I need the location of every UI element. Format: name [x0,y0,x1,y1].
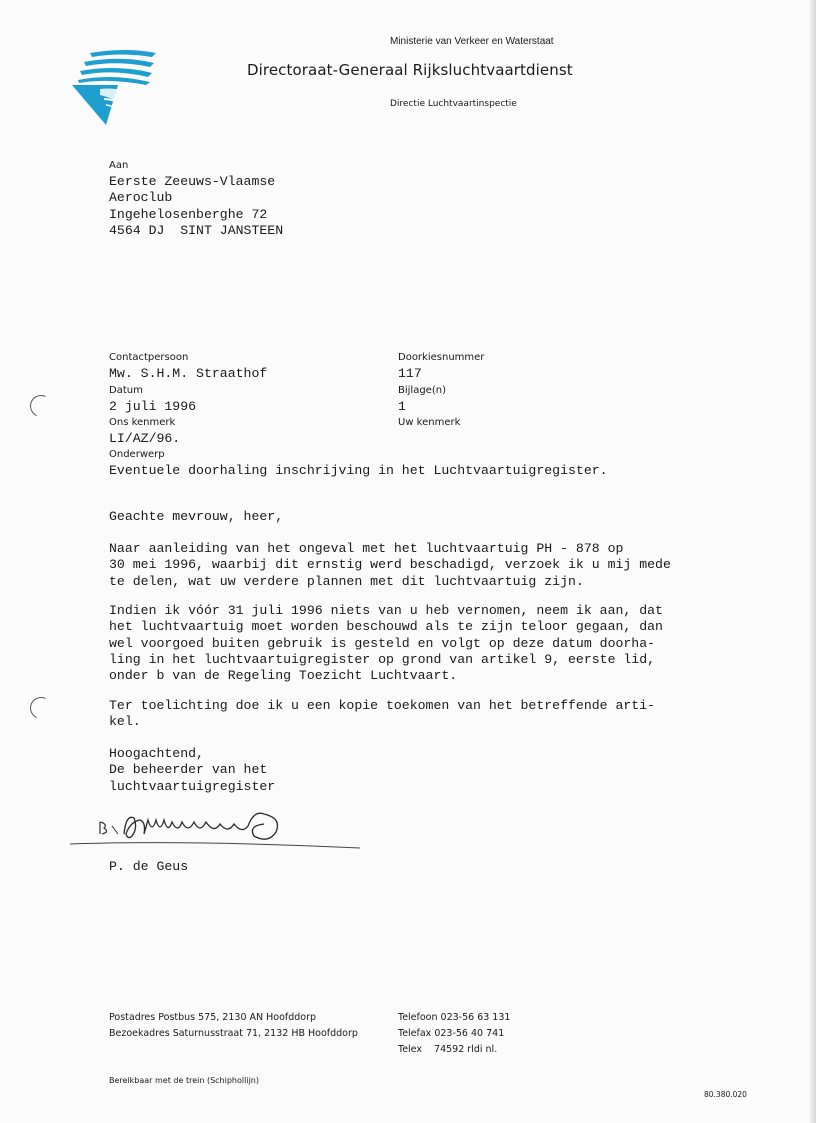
text-line: onder b van de Regeling Toezicht Luchtvaart. [109,668,458,684]
footer-addresses [109,1010,358,1042]
paragraph-2 [109,603,663,684]
text-line: het luchtvaartuig moet worden beschouwd als te zijn teloor gegaan, dan [109,619,663,635]
recipient-line: 4564 DJ SINT JANSTEEN [109,222,284,238]
closing-line: Hoogachtend, [109,746,204,761]
postal-address: Postadres Postbus 575, 2130 AN Hoofddorp [109,1012,317,1023]
text-line: kel. [109,714,141,730]
paper-edge-shadow [810,0,816,1123]
text-line: Naar aanleiding van het ongeval met het luchtvaartuig PH - 878 op [109,541,624,556]
date-value: 2 juli 1996 [109,399,197,414]
punch-hole [27,694,55,722]
extension-label: Doorkiesnummer [398,352,485,363]
footer-contact [398,1010,510,1058]
paragraph-3 [109,698,655,731]
contact-value: Mw. S.H.M. Straathof [109,366,268,381]
attachment-value: 1 [398,399,406,414]
subject-value: Eventuele doorhaling inschrijving in het Luchtvaartuigregister. [109,463,608,478]
text-line: te delen, wat uw verdere plannen met dit luchtvaartuig zijn. [109,573,584,589]
recipient-address [109,174,283,239]
closing [109,746,275,795]
punch-hole [27,392,55,420]
your-ref-label: Uw kenmerk [398,417,461,428]
date-label: Datum [109,385,143,396]
text-line: 30 mei 1996, waarbij dit ernstig werd beschadigd, verzoek ik u mij mede [109,557,671,573]
signatory-name: P. de Geus [109,859,189,874]
our-ref-label: Ons kenmerk [109,417,176,428]
visiting-address: Bezoekadres Saturnusstraat 71, 2132 HB Hoofddorp [109,1028,358,1039]
department-name: Directie Luchtvaartinspectie [390,99,517,109]
subject-label: Onderwerp [109,449,165,460]
recipient-line: Ingehelosenberghe 72 [109,206,268,222]
paragraph-1 [109,541,671,590]
form-number: 80.380.020 [704,1090,747,1099]
text-line: Ter toelichting doe ik u een kopie toekomen van het betreffende arti- [109,698,656,713]
recipient-line: Aeroclub [109,190,173,206]
fax-number: Telefax 023-56 40 741 [398,1028,505,1039]
closing-line: luchtvaartuigregister [109,778,276,794]
contact-label: Contactpersoon [109,352,189,363]
closing-line: De beheerder van het [109,762,268,778]
text-line: ling in het luchtvaartuigregister op grond van artikel 9, eerste lid, [109,651,656,667]
train-note: Bereikbaar met de trein (Schiphollijn) [109,1076,259,1085]
ministry-name: Ministerie van Verkeer en Waterstaat [390,36,554,47]
salutation: Geachte mevrouw, heer, [109,509,284,524]
recipient-label: Aan [109,160,129,171]
extension-value: 117 [398,366,422,381]
recipient-line: Eerste Zeeuws-Vlaamse [109,174,276,189]
our-ref-value: LI/AZ/96. [109,431,181,446]
attachment-label: Bijlage(n) [398,385,446,396]
phone-number: Telefoon 023-56 63 131 [398,1012,511,1023]
signature-icon [68,800,368,855]
rld-logo-icon [70,47,160,127]
telex-number: Telex 74592 rldi nl. [398,1044,498,1055]
directorate-title: Directoraat-Generaal Rijksluchtvaartdienst [247,61,573,79]
text-line: wel voorgoed buiten gebruik is gesteld en volgt op deze datum doorha- [109,635,656,651]
text-line: Indien ik vóór 31 juli 1996 niets van u heb vernomen, neem ik aan, dat [109,603,663,618]
